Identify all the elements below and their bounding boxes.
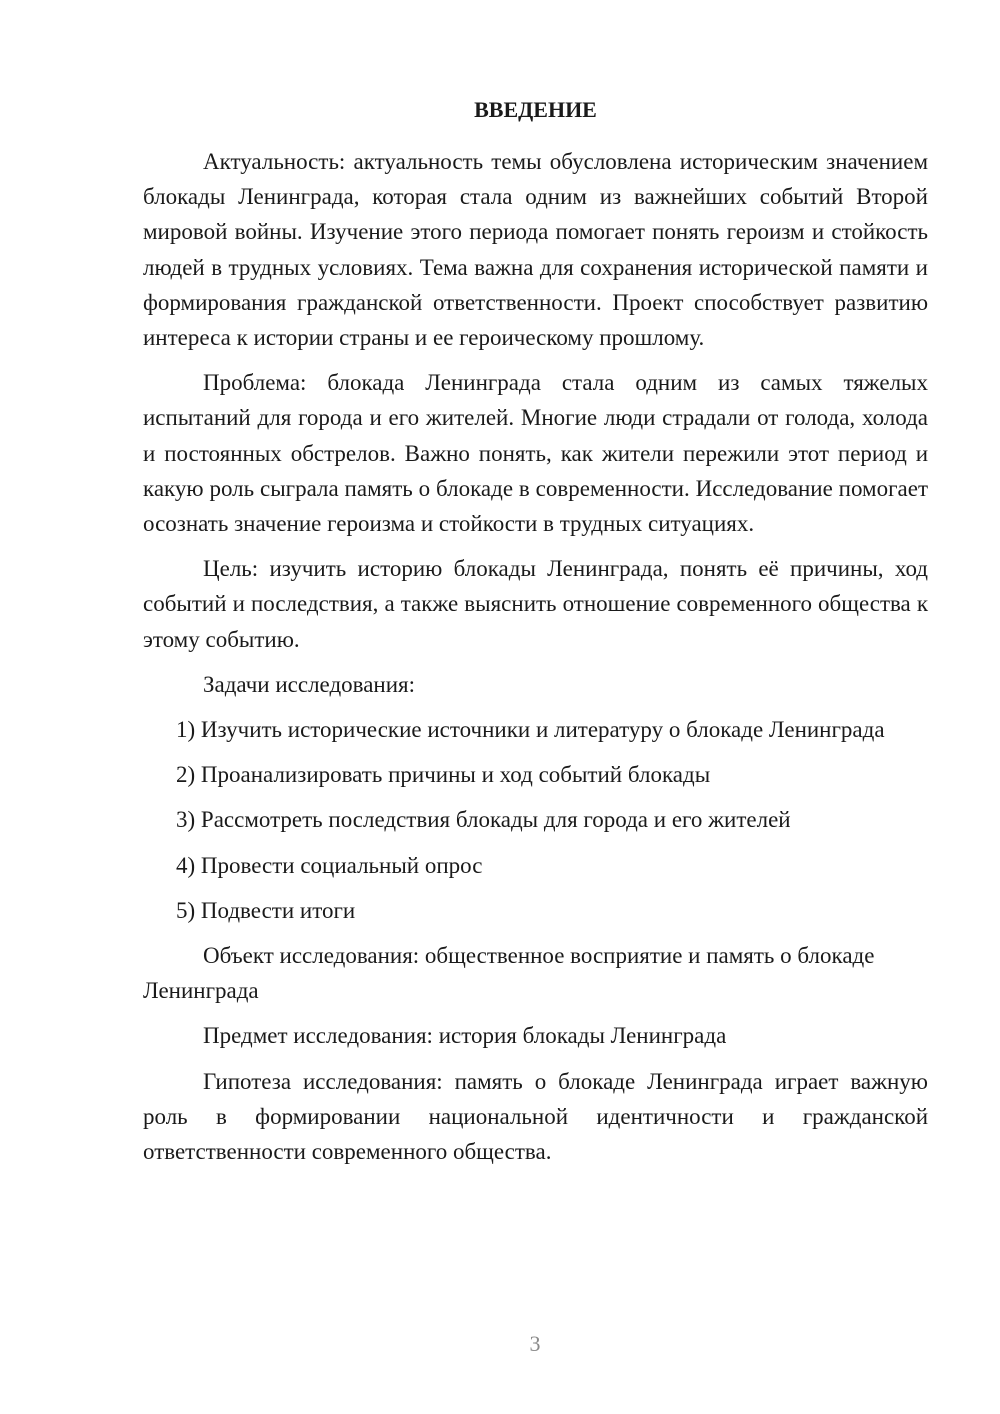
goal-paragraph: Цель: изучить историю блокады Ленинграда, понять её причины, ход событий и последствия, а также выяснить отношение современного общества к этому событию.: [143, 556, 928, 652]
hypothesis-paragraph: Гипотеза исследования: память о блокаде Ленинграда играет важную роль в формировании национальной идентичности и гражданской ответственности современного общества.: [143, 1068, 928, 1165]
tasks-heading: Задачи исследования:: [203, 671, 416, 697]
object-paragraph: Объект исследования: общественное восприятие и память о блокаде Ленинграда: [143, 943, 875, 1004]
task-item-2: 2) Проанализировать причины и ход событий блокады: [176, 762, 711, 788]
page-number: 3: [529, 1331, 541, 1356]
page-content: [143, 92, 928, 1179]
task-item-5: 5) Подвести итоги: [176, 897, 356, 923]
subject-paragraph: Предмет исследования: история блокады Ленинграда: [203, 1023, 727, 1049]
section-title: ВВЕДЕНИЕ: [474, 97, 597, 122]
task-item-1: 1) Изучить исторические источники и литературу о блокаде Ленинграда: [176, 717, 885, 743]
relevance-paragraph: Актуальность: актуальность темы обусловлена историческим значением блокады Ленинграда, которая стала одним из важнейших событий Второй мировой войны. Изучение этого периода помогает понять героизм и стойкость людей в трудных условиях. Тема важна для сохранения исторической памяти и формирования гражданской ответственности. Проект способствует развитию интереса к истории страны и ее героическому прошлому.: [143, 149, 928, 351]
problem-paragraph: Проблема: блокада Ленинграда стала одним из самых тяжелых испытаний для города и его жителей. Многие люди страдали от голода, холода и постоянных обстрелов. Важно понять, как жители пережили этот период и какую роль сыграла память о блокаде в современности. Исследование помогает осознать значение героизма и стойкости в трудных ситуациях.: [143, 370, 928, 537]
task-item-4: 4) Провести социальный опрос: [176, 852, 483, 878]
task-item-3: 3) Рассмотреть последствия блокады для города и его жителей: [176, 807, 791, 833]
